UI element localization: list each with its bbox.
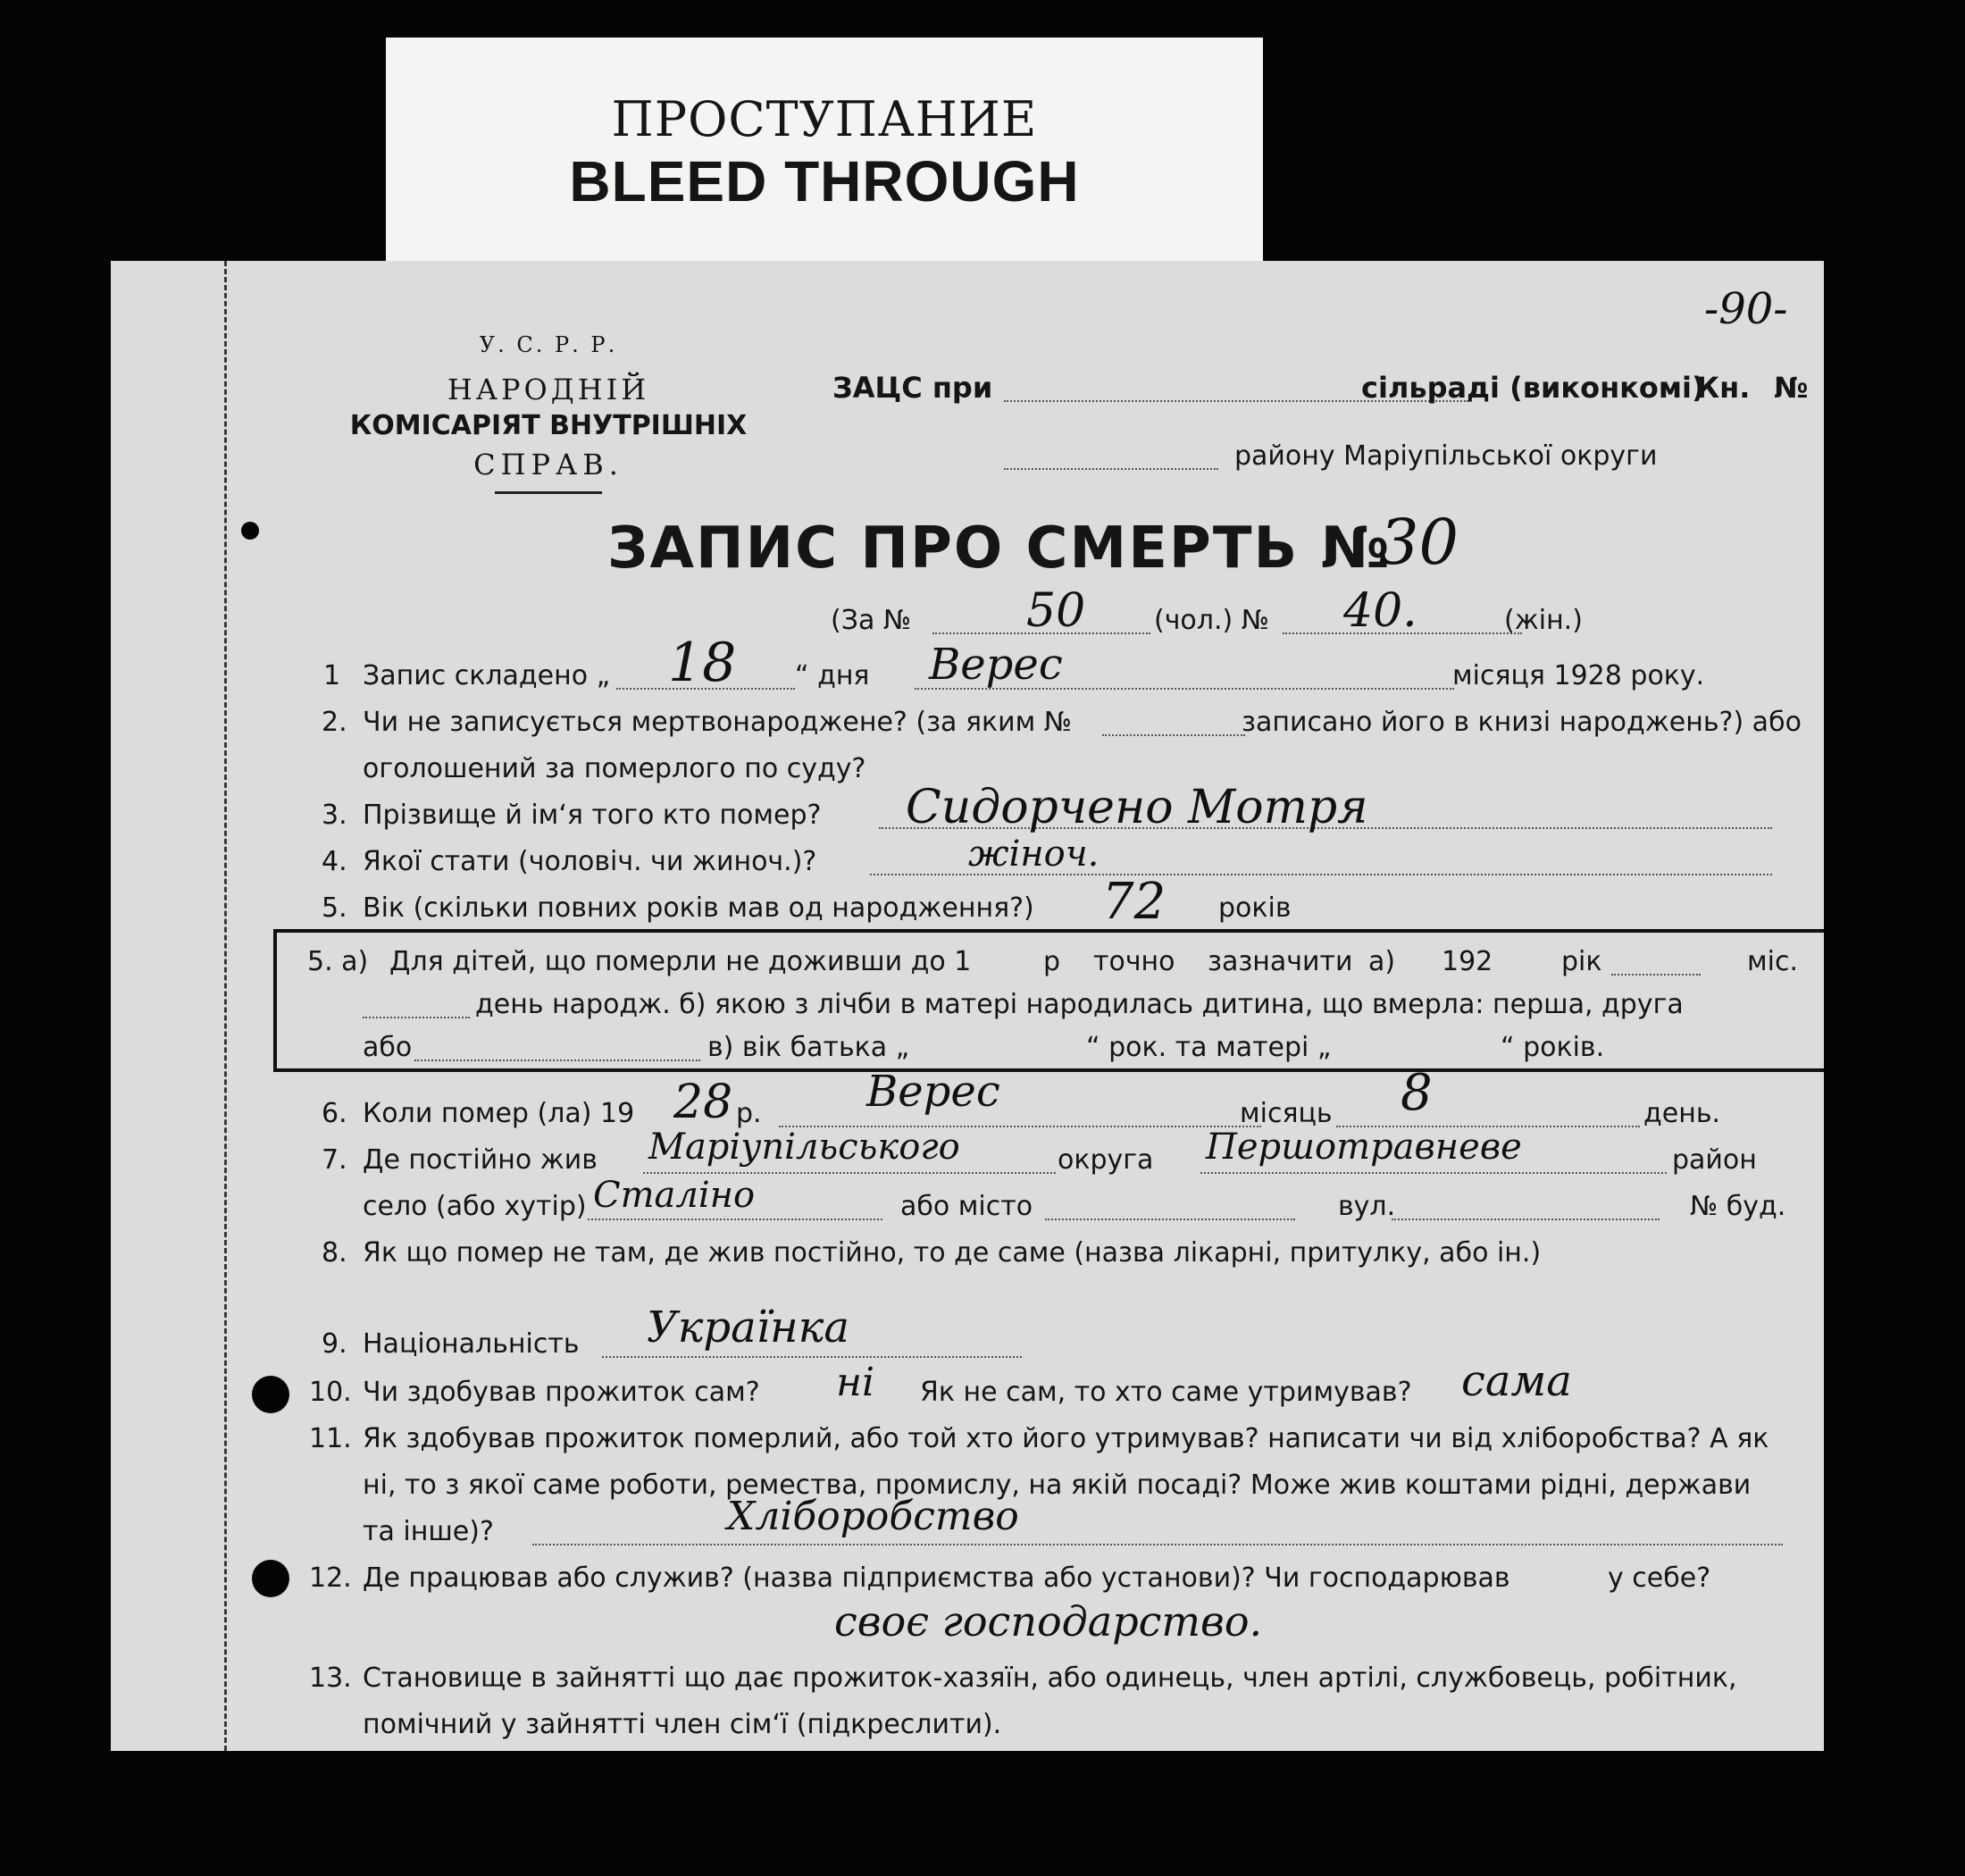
header-district: району Маріупільської округи: [1234, 440, 1658, 472]
item5-label: Вік (скільки повних років мав од народження?): [363, 892, 1034, 924]
item5a-or-field: [414, 1059, 700, 1061]
item7-okruha-field: [643, 1172, 1056, 1174]
header-book: Кн.: [1696, 371, 1751, 405]
item6-label-c: місяць: [1240, 1098, 1333, 1129]
header-narodniy: НАРОДНІЙ: [447, 373, 650, 406]
item5a-l1b: р: [1043, 946, 1061, 977]
item7-street-field: [1392, 1219, 1660, 1220]
record-title: ЗАПИС ПРО СМЕРТЬ №: [607, 515, 1392, 582]
item6-label-d: день.: [1643, 1098, 1721, 1129]
item6-month: Верес: [866, 1067, 1000, 1117]
bleed-through-notice: [386, 38, 1263, 272]
item10-number: 10.: [309, 1377, 352, 1408]
item8-number: 8.: [322, 1237, 347, 1269]
item1-day: 18: [668, 632, 737, 694]
item5a-l3c: “ рок. та матері „: [1086, 1032, 1332, 1063]
header-council: сільраді (виконкомі): [1361, 371, 1705, 405]
item5a-l1a: Для дітей, що померли не доживши до 1: [389, 946, 972, 977]
item4-value: жіноч.: [968, 833, 1100, 875]
item9-number: 9.: [322, 1328, 347, 1360]
archive-number: -90-: [1704, 284, 1788, 334]
item5a-l1h: міс.: [1747, 946, 1798, 977]
item12-value: своє господарство.: [834, 1597, 1263, 1646]
item7-number: 7.: [322, 1144, 347, 1176]
item3-number: 3.: [322, 800, 347, 831]
item7-okruha-value: Маріупільського: [648, 1126, 960, 1168]
item9-value: Українка: [647, 1302, 849, 1353]
item6-number: 6.: [322, 1098, 347, 1129]
item5a-l3d: “ років.: [1501, 1032, 1605, 1063]
item11-field: [532, 1544, 1783, 1545]
item8-label: Як що помер не там, де жив постійно, то де саме (назва лікарні, притулку, або ін.): [363, 1237, 1542, 1269]
district-field: [1004, 468, 1218, 470]
item7-raion-value: Першотравневе: [1206, 1126, 1522, 1168]
item7-label-d: село (або хутір): [363, 1191, 587, 1222]
item6-day: 8: [1401, 1064, 1433, 1122]
header-ussr: У. С. Р. Р.: [479, 332, 618, 357]
binding-hole: [252, 1376, 289, 1413]
notice-russian: ПРОСТУПАНИЕ: [611, 91, 1038, 147]
item12-number: 12.: [309, 1562, 352, 1594]
item5a-number: 5. а): [307, 946, 369, 977]
header-rule: [495, 491, 602, 494]
female-count: 40.: [1343, 584, 1417, 638]
item2-label: Чи не записується мертвонароджене? (за яким №: [363, 707, 1073, 738]
item1-label-b: “ дня: [795, 660, 870, 691]
item13-number: 13.: [309, 1662, 352, 1694]
item9-label: Національність: [363, 1328, 580, 1360]
header-zags: ЗАЦС при: [832, 371, 993, 405]
item5a-day-field: [363, 1017, 470, 1018]
item1-label-c: місяця 1928 року.: [1452, 660, 1705, 691]
header-num: №: [1774, 371, 1809, 405]
item7-raion-field: [1200, 1172, 1667, 1174]
item7-label: Де постійно жив: [363, 1144, 598, 1176]
item11-line1: Як здобував прожиток померлий, або той хто його утримував? написати чи від хліборобства? А як: [363, 1423, 1769, 1454]
item5-value: 72: [1102, 873, 1166, 931]
item5-number: 5.: [322, 892, 347, 924]
binding-hole: [241, 522, 259, 540]
counts-male-label: (чол.) №: [1154, 605, 1269, 636]
item5a-l3b: в) вік батька „: [707, 1032, 910, 1063]
item7-label-b: округа: [1058, 1144, 1154, 1176]
item6-label-b: р.: [736, 1098, 762, 1129]
item4-number: 4.: [322, 846, 347, 877]
item2-field: [1102, 734, 1245, 736]
item1-month: Верес: [929, 640, 1063, 690]
item11-line3: та інше)?: [363, 1516, 494, 1547]
item9-field: [602, 1356, 1022, 1358]
item1-number: 1: [323, 660, 341, 691]
item5a-l1d: зазначити: [1208, 946, 1353, 977]
item7-label-g: № буд.: [1690, 1191, 1786, 1222]
counts-za: (За №: [831, 605, 912, 636]
header-sprav: СПРАВ.: [473, 448, 623, 482]
binding-hole: [252, 1560, 289, 1597]
item7-label-e: або місто: [900, 1191, 1033, 1222]
item7-city-field: [1045, 1219, 1295, 1220]
item1-label: Запис складено „: [363, 660, 611, 691]
item5-label-b: років: [1218, 892, 1292, 924]
item11-line2: ні, то з якої саме роботи, ремества, промислу, на якій посаді? Може жив коштами рідні, держави: [363, 1470, 1752, 1501]
counts-female-label: (жін.): [1504, 605, 1583, 636]
item10-label: Чи здобував прожиток сам?: [363, 1377, 760, 1408]
item6-year: 28: [673, 1076, 733, 1129]
item3-label: Прізвище й ім‘я того кто помер?: [363, 800, 822, 831]
item5a-l1e: а): [1368, 946, 1396, 977]
item4-label: Якої стати (чоловіч. чи жиноч.)?: [363, 846, 817, 877]
notice-english: BLEED THROUGH: [569, 149, 1080, 214]
header-komisariat: КОМІСАРІЯТ ВНУТРІШНІХ: [349, 410, 748, 441]
death-record-form: [111, 261, 1824, 1751]
male-count: 50: [1026, 584, 1086, 638]
item2-label-c: оголошений за померлого по суду?: [363, 753, 866, 784]
item5a-l1f: 192: [1442, 946, 1493, 977]
item7-label-f: вул.: [1338, 1191, 1396, 1222]
item3-value: Сидорчено Мотря: [906, 781, 1368, 834]
item5a-month-field: [1611, 974, 1701, 976]
item7-selo-value: Сталіно: [593, 1175, 756, 1216]
item7-selo-field: [588, 1219, 882, 1220]
item12-label-b: у себе?: [1608, 1562, 1711, 1594]
item5a-l1c: точно: [1093, 946, 1175, 977]
item11-value: Хліборобство: [727, 1494, 1019, 1539]
item2-label-b: записано його в книзі народжень?) або: [1242, 707, 1802, 738]
item5a-l3a: або: [363, 1032, 413, 1063]
item10-value: ні: [836, 1360, 875, 1405]
item12-label: Де працював або служив? (назва підприємства або установи)? Чи господарював: [363, 1562, 1510, 1594]
record-number: 30: [1379, 506, 1459, 579]
item13-line1: Становище в зайнятті що дає прожиток-хазяїн, або одинець, член артілі, службовець, робітник,: [363, 1662, 1737, 1694]
item6-label: Коли помер (ла) 19: [363, 1098, 635, 1129]
item5a-l1g: рік: [1561, 946, 1602, 977]
item2-number: 2.: [322, 707, 347, 738]
item13-line2: помічний у зайнятті член сім‘ї (підкреслити).: [363, 1709, 1002, 1740]
item5a-l2a: день народж. б) якою з лічби в матері народилась дитина, що вмерла: перша, друга: [475, 989, 1684, 1020]
item10-label-b: Як не сам, то хто саме утримував?: [920, 1377, 1412, 1408]
item10-value2: сама: [1461, 1356, 1572, 1406]
perforation-line: [224, 261, 227, 1751]
item7-label-c: район: [1672, 1144, 1757, 1176]
item11-number: 11.: [309, 1423, 352, 1454]
